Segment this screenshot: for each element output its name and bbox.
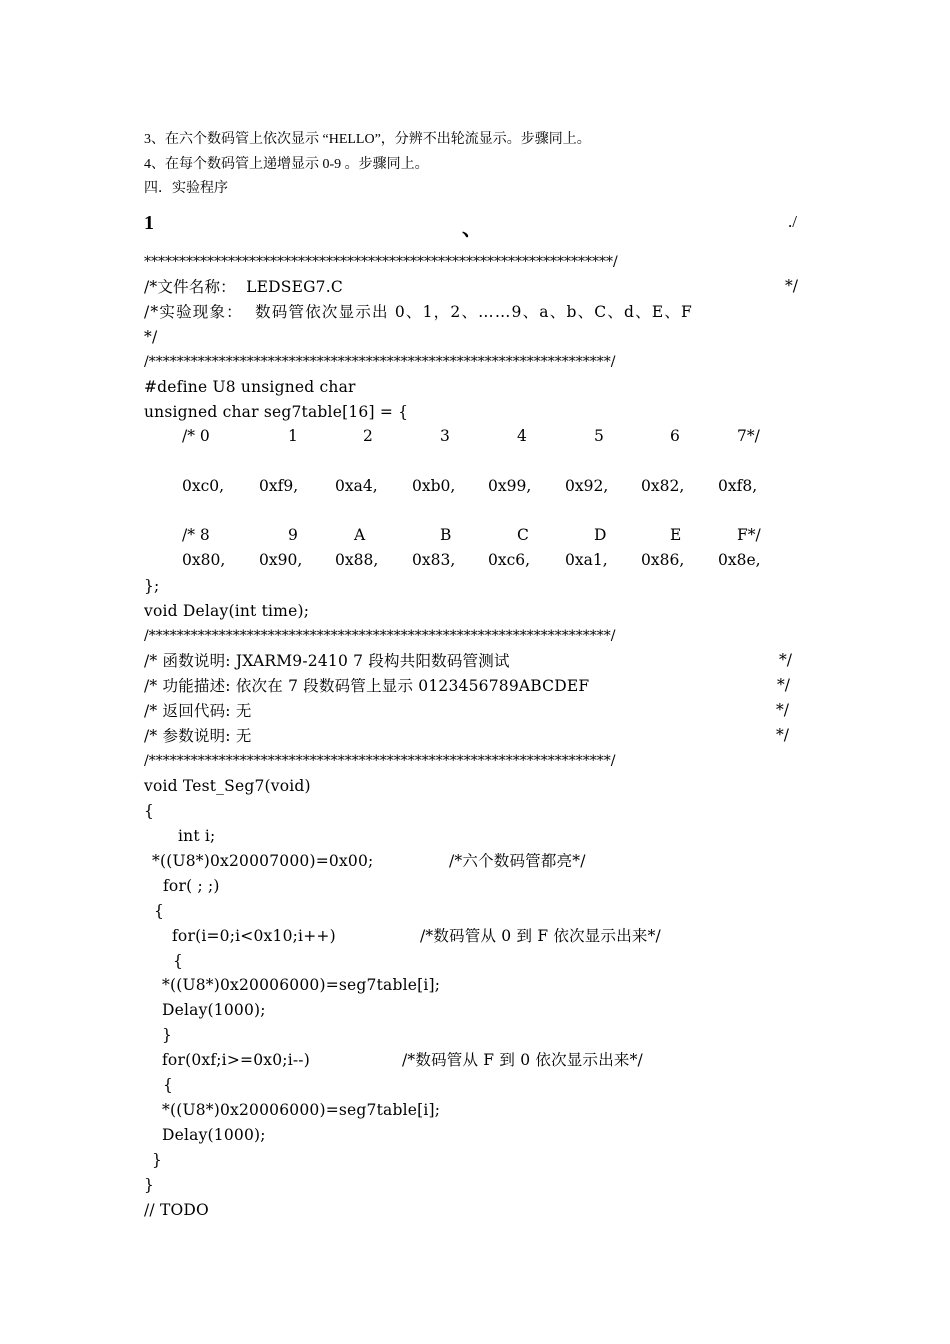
- comment-end: */: [776, 726, 789, 744]
- table-label: 5: [594, 427, 604, 445]
- table-declaration: unsigned char seg7table[16] = {: [144, 403, 409, 421]
- delay-call: Delay(1000);: [162, 1126, 266, 1144]
- brace-open: {: [173, 952, 184, 970]
- delay-declaration: void Delay(int time);: [144, 602, 310, 620]
- table-label: E: [670, 526, 682, 544]
- assign-statement: *((U8*)0x20006000)=seg7table[i];: [162, 1101, 441, 1119]
- table-value: 0x82,: [641, 477, 685, 495]
- comment-end: */: [776, 701, 789, 719]
- table-value: 0xb0,: [412, 477, 456, 495]
- for-up-loop: for(i=0;i<0x10;i++): [172, 927, 336, 945]
- delay-call: Delay(1000);: [162, 1001, 266, 1019]
- table-label: F*/: [737, 526, 761, 544]
- table-value: 0x90,: [259, 551, 303, 569]
- brace-close: }: [152, 1151, 163, 1169]
- comment-stars-1: *******************************************************************/: [144, 254, 618, 270]
- for-forever: for( ; ;): [163, 877, 220, 895]
- heading-tail: ./: [788, 212, 797, 231]
- comment-end: */: [777, 676, 790, 694]
- table-value: 0x8e,: [718, 551, 761, 569]
- table-end: };: [144, 577, 160, 595]
- intro-line-4: 4、在每个数码管上递增显示 0-9 。步骤同上。: [144, 157, 429, 172]
- table-value: 0x88,: [335, 551, 379, 569]
- define-line: #define U8 unsigned char: [144, 378, 356, 396]
- table-label: D: [594, 526, 607, 544]
- comment-stars-3: /******************************************************************/: [144, 628, 616, 644]
- assign-statement: *((U8*)0x20006000)=seg7table[i];: [162, 976, 441, 994]
- table-label: 2: [363, 427, 373, 445]
- todo-comment: // TODO: [144, 1201, 209, 1219]
- table-value: 0xf9,: [259, 477, 299, 495]
- table-label: 6: [670, 427, 680, 445]
- table-value: 0xa1,: [565, 551, 608, 569]
- table-label: 1: [288, 427, 298, 445]
- heading-number: 1: [144, 212, 154, 234]
- table-label: 7*/: [737, 427, 760, 445]
- table-value: 0x83,: [412, 551, 456, 569]
- int-declaration: int i;: [178, 827, 216, 845]
- comment-stars-2: /******************************************************************/: [144, 354, 616, 370]
- brace-close: }: [162, 1026, 173, 1044]
- brace-open: {: [154, 902, 165, 920]
- comment-phenomenon: /*实验现象： 数码管依次显示出 0、1，2、……9、a、b、C、d、E、F: [144, 303, 694, 321]
- table-label: 9: [288, 526, 298, 544]
- table-label: 3: [440, 427, 450, 445]
- table-value: 0xf8,: [718, 477, 758, 495]
- all-on-comment: /*六个数码管都亮*/: [449, 852, 586, 870]
- table-value: 0xc6,: [488, 551, 531, 569]
- table-label: /* 8: [182, 526, 210, 544]
- heading-separator: 、: [462, 218, 482, 240]
- table-value: 0x92,: [565, 477, 609, 495]
- table-value: 0xa4,: [335, 477, 378, 495]
- table-value: 0x86,: [641, 551, 685, 569]
- table-label: B: [440, 526, 452, 544]
- comment-feature-description: /* 功能描述: 依次在 7 段数码管上显示 0123456789ABCDEF: [144, 677, 590, 695]
- table-label: /* 0: [182, 427, 210, 445]
- table-label: A: [354, 526, 366, 544]
- table-label: C: [517, 526, 529, 544]
- comment-stars-4: /******************************************************************/: [144, 753, 616, 769]
- all-on-statement: *((U8*)0x20007000)=0x00;: [152, 852, 374, 870]
- section-heading-experiment-program: 四．实验程序: [144, 181, 228, 196]
- for-down-loop: for(0xf;i>=0x0;i--): [162, 1051, 310, 1069]
- for-up-comment: /*数码管从 0 到 F 依次显示出来*/: [420, 927, 661, 945]
- brace-open: {: [163, 1076, 174, 1094]
- brace-close: }: [144, 1176, 155, 1194]
- brace-open: {: [144, 802, 155, 820]
- comment-end: */: [779, 651, 792, 669]
- intro-line-3: 3、在六个数码管上依次显示 “HELLO”，分辨不出轮流显示。步骤同上。: [144, 132, 591, 147]
- table-value: 0x99,: [488, 477, 532, 495]
- table-value: 0x80,: [182, 551, 226, 569]
- table-value: 0xc0,: [182, 477, 225, 495]
- comment-parameters: /* 参数说明: 无: [144, 727, 252, 745]
- table-label: 4: [517, 427, 527, 445]
- comment-end: */: [144, 328, 158, 346]
- comment-function-description: /* 函数说明: JXARM9-2410 7 段构共阳数码管测试: [144, 652, 510, 670]
- program-heading: [144, 212, 806, 238]
- comment-return-code: /* 返回代码: 无: [144, 702, 252, 720]
- comment-end: */: [785, 277, 798, 295]
- comment-file-name: /*文件名称： LEDSEG7.C: [144, 278, 343, 296]
- for-down-comment: /*数码管从 F 到 0 依次显示出来*/: [402, 1051, 643, 1069]
- function-signature: void Test_Seg7(void): [144, 777, 311, 795]
